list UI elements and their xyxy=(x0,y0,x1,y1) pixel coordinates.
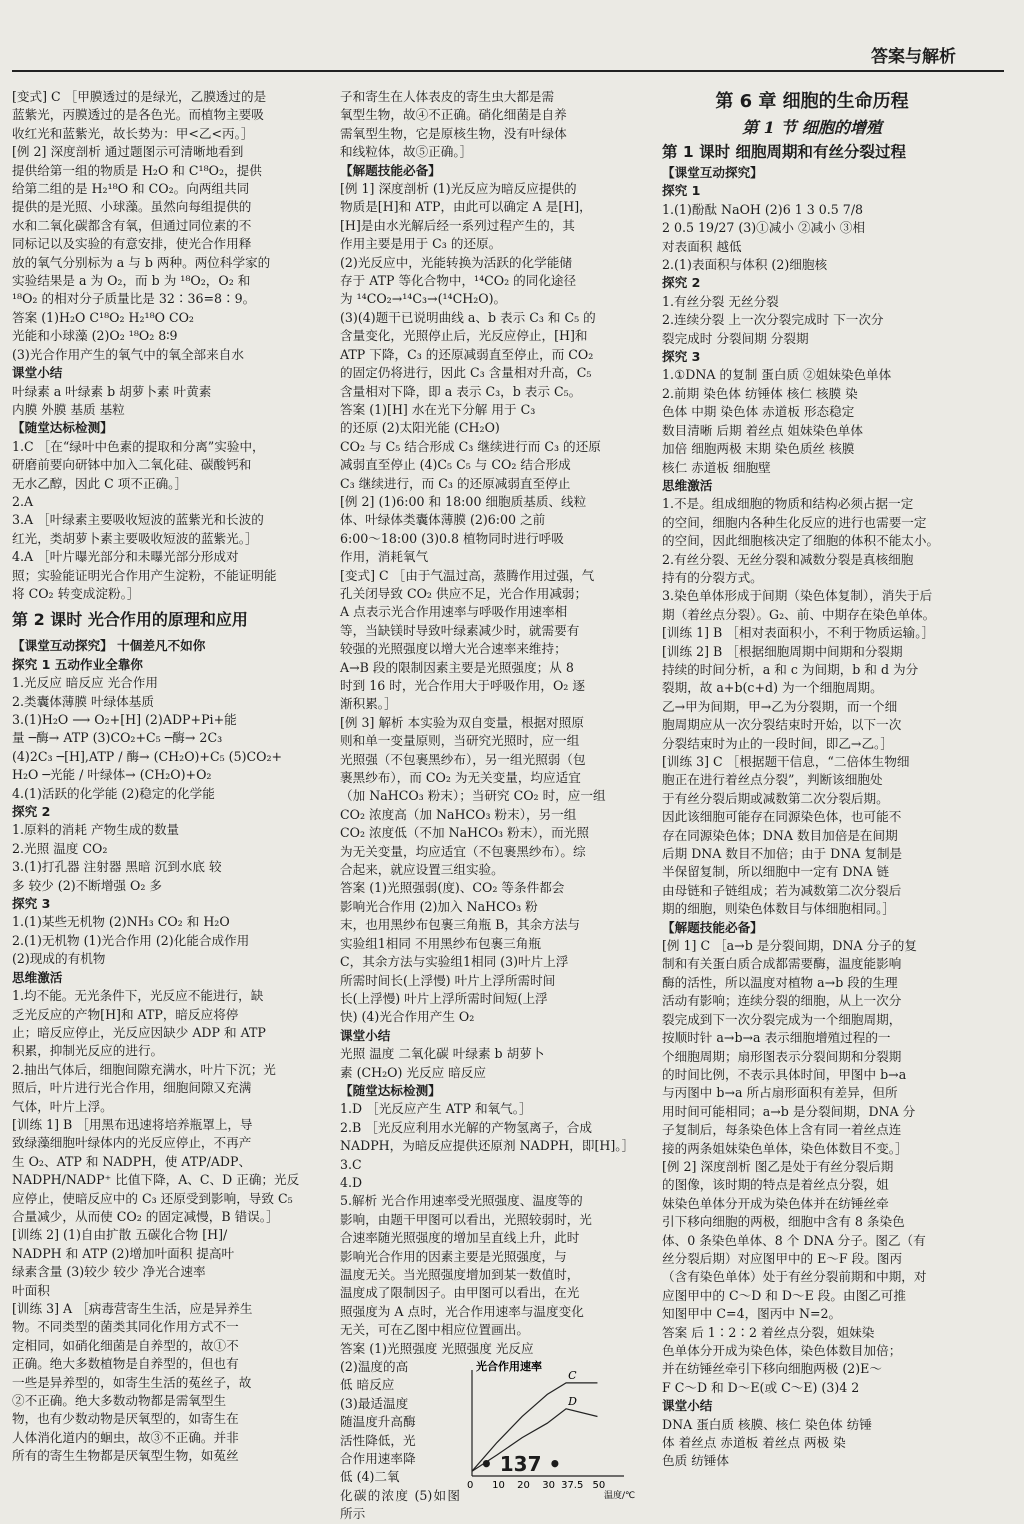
col2-line: 答案 (1)光照强弱(度)、CO₂ 等条件都会 xyxy=(340,880,565,896)
col2-line: 则和单一变量原则，当研究光照时，应一组 xyxy=(340,733,580,749)
col3.lines-line: 用时间可能相同；a→b 是分裂间期，DNA 分 xyxy=(662,1103,916,1119)
col3.lines-line: [训练 2] B ［根据细胞周期中间期和分裂期 xyxy=(662,643,903,659)
col2-line: 光照强（不包裹黑纱布），另一组光照弱（包 xyxy=(340,751,586,767)
col3.lines-line: 妹染色单体分开成为染色体并在纺锤丝牵 xyxy=(662,1195,889,1211)
col1-line: 合量减少，从而使 CO₂ 的固定减慢，B 错误。］ xyxy=(12,1208,279,1224)
col3.lines-line: 于有丝分裂后期或减数第二次分裂后期。 xyxy=(662,790,889,806)
col1-line: 乏光反应的产物[H]和 ATP，暗反应将停 xyxy=(12,1006,239,1022)
col1-line: 积累，抑制光反应的进行。 xyxy=(12,1043,164,1059)
section-title: 第 1 节 细胞的增殖 xyxy=(742,118,882,137)
col2-line: 时到 16 时，光合作用大于呼吸作用，O₂ 逐 xyxy=(340,678,585,693)
col1-line: NADPH/NADP⁺ 比值下降，A、C、D 正确；光反 xyxy=(12,1172,300,1188)
col3.lines-line: 的时间比例，不表示具体时间，甲图中 b→a xyxy=(662,1066,907,1082)
col3.lines-line: 【解题技能必备】 xyxy=(662,919,763,935)
col3.lines-line: 2 0.5 19/27 (3)①减小 ②减小 ③相 xyxy=(662,220,865,236)
col1-line: 思维激活 xyxy=(12,969,63,985)
col2-line: 课堂小结 xyxy=(340,1027,391,1043)
col2-line: 影响光合作用的因素主要是光照强度，与 xyxy=(340,1248,567,1264)
col3.lines-line: 因此该细胞可能存在同源染色体，也可能不 xyxy=(662,809,902,825)
x-tick-label: 10 xyxy=(492,1480,505,1492)
graph-side-line: 活性降低，光 xyxy=(340,1432,416,1448)
col2-line: 存于 ATP 等化合物中，¹⁴CO₂ 的同化途径 xyxy=(340,273,577,289)
series-label-D: D xyxy=(568,1394,577,1408)
col3.lines-line: 乙→甲为间期，甲→乙为分裂期，而一个细 xyxy=(662,698,898,714)
col2-line: 素 (CH₂O) 光反应 暗反应 xyxy=(340,1064,486,1080)
col2-line: 快) (4)光合作用产生 O₂ xyxy=(340,1009,475,1025)
graph-side-line: (2)温度的高 xyxy=(340,1359,409,1375)
col1-line: 课堂小结 xyxy=(12,365,63,381)
col1-line: 水和二氧化碳都含有氧，但通过同位素的不 xyxy=(12,217,252,233)
col2-line: 所需时间长(上浮慢) 叶片上浮所需时间 xyxy=(340,972,556,988)
col1-line: 蓝紫光，丙膜透过的是各色光。而植物主要吸 xyxy=(12,107,264,123)
col1-line: ②不正确。绝大多数动物都是需氧型生 xyxy=(12,1393,227,1409)
col3.lines-line: 思维激活 xyxy=(662,477,713,493)
col3.lines-line: 1.(1)酚酞 NaOH (2)6 1 3 0.5 7/8 xyxy=(662,201,864,217)
series-label-C: C xyxy=(568,1368,577,1382)
lesson-title: 第 1 课时 细胞周期和有丝分裂过程 xyxy=(662,143,906,161)
col3.lines-line: 期（着丝点分裂）。G₂、前、中期存在染色单体。 xyxy=(662,606,936,622)
col1-line: 气体，叶片上浮。 xyxy=(12,1098,113,1114)
col3.lines-line: 加倍 细胞两极 末期 染色质丝 核膜 xyxy=(662,441,855,457)
col2-line: 需氧型生物，它是原核生物，没有叶绿体 xyxy=(340,125,567,141)
col1-line: 收红光和蓝紫光，故长势为：甲<乙<丙。］ xyxy=(12,125,254,141)
col3.lines-line: 2.(1)表面积与体积 (2)细胞核 xyxy=(662,257,828,273)
graph-side-line: 低 (4)二氧 xyxy=(340,1469,400,1485)
col2-line: 答案 (1)光照强度 光照强度 光反应 xyxy=(340,1340,534,1356)
col1-line: 叶面积 xyxy=(12,1282,50,1298)
col3.lines-line: （含有染色单体）处于有丝分裂前期和中期，对 xyxy=(662,1269,927,1285)
col3.lines-line: 数目清晰 后期 着丝点 姐妹染色单体 xyxy=(662,422,863,438)
col3.lines-line: 探究 3 xyxy=(662,349,701,365)
col3.lines-line: 1.不是。组成细胞的物质和结构必须占据一定 xyxy=(662,496,914,512)
col3.lines-line: 接的两条姐妹染色单体，染色体数目不变。］ xyxy=(662,1140,908,1156)
col2-line: 末，也用黑纱布包裹三角瓶 B，其余方法与 xyxy=(340,917,580,933)
col3.lines-line: 裂完成到下一次分裂完成为一个细胞周期， xyxy=(662,1011,902,1027)
col1-line: 【随堂达标检测】 xyxy=(12,420,113,436)
col3.lines-line: 体、0 条染色单体、8 个 DNA 分子。图乙（有 xyxy=(662,1232,926,1248)
col1-line: 绿素含量 (3)较少 较少 净光合速率 xyxy=(12,1264,206,1280)
col3.lines-line: 期的细胞，则染色体数目与体细胞相同。］ xyxy=(662,901,895,917)
col2-line: 含量变化，光照停止后，光反应停止，[H]和 xyxy=(340,328,588,344)
column-left xyxy=(12,88,330,1464)
page-header xyxy=(0,6,1024,70)
col2-line: 照强度为 A 点时，光合作用速率与温度变化 xyxy=(340,1303,584,1319)
col1-line: H₂O ─光能 / 叶绿体→ (CH₂O)+O₂ xyxy=(12,767,212,783)
col3.lines-line: 活动有影响；连续分裂的细胞，从上一次分 xyxy=(662,993,902,1009)
chapter-title: 第 6 章 细胞的生命历程 xyxy=(715,91,909,112)
col1-line: [变式] C ［甲膜透过的是绿光，乙膜透过的是 xyxy=(12,89,267,104)
col1-line: 致绿藻细胞叶绿体内的光反应停止，不再产 xyxy=(12,1135,252,1151)
col1-line: 红光，类胡萝卜素主要吸收短波的蓝紫光。］ xyxy=(12,530,258,546)
col1-line: (3)光合作用产生的氧气中的氧全部来自水 xyxy=(12,346,244,362)
col1-line: 研磨前要向研钵中加入二氧化硅、碳酸钙和 xyxy=(12,457,252,473)
col1-line: 所有的寄生生物都是厌氧型生物，如菟丝 xyxy=(12,1448,239,1464)
col3.lines-line: 个细胞周期；扇形图表示分裂间期和分裂期 xyxy=(662,1048,902,1064)
col2-line: 【解题技能必备】 xyxy=(340,162,441,178)
col2-line: 渐积累。］ xyxy=(340,696,397,712)
col2-line: 3.C xyxy=(340,1156,362,1172)
col1-line: 2.(1)无机物 (1)光合作用 (2)化能合成作用 xyxy=(12,932,250,948)
header-title: 答案与解析 xyxy=(871,47,956,67)
col3.lines-line: 并在纺锤丝牵引下移向细胞两极 (2)E～ xyxy=(662,1361,882,1377)
col1-line: (2)现成的有机物 xyxy=(12,951,106,967)
col3.lines-line: 制和有关蛋白质合成都需要酶，温度能影响 xyxy=(662,956,902,972)
col1-line: 实验结果是 a 为 O₂，而 b 为 ¹⁸O₂，O₂ 和 xyxy=(12,273,251,289)
col2-line: 体、叶绿体类囊体薄膜 (2)6:00 之前 xyxy=(340,512,546,528)
col1-line: 4.(1)活跃的化学能 (2)稳定的化学能 xyxy=(12,785,215,801)
col2-line: 含量相对下降，即 a 表示 C₃，b 表示 C₅。 xyxy=(340,383,582,399)
col3.lines-line: [例 1] C ［a→b 是分裂间期，DNA 分子的复 xyxy=(662,938,917,954)
col3.lines-line: 胞正在进行着丝点分裂”，判断该细胞处 xyxy=(662,772,883,788)
col1-line: 提供的是光照、小球藻。虽然向每组提供的 xyxy=(12,199,252,215)
col2-line: 影响光合作用 (2)加入 NaHCO₃ 粉 xyxy=(340,898,538,914)
col2-line: 5.解析 光合作用速率受光照强度、温度等的 xyxy=(340,1193,583,1209)
col2-line: 合速率随光照强度的增加呈直线上升，此时 xyxy=(340,1230,580,1246)
col3.lines-line: 探究 2 xyxy=(662,275,701,291)
col1-line: 内膜 外膜 基质 基粒 xyxy=(12,401,125,417)
col3.lines-line: 与丙图中 b→a 所占扇形面积有差异，但所 xyxy=(662,1085,898,1101)
column-right xyxy=(662,88,962,1469)
graph-side-line: 合作用速率降 xyxy=(340,1451,416,1467)
col3.lines-line: 引下移向细胞的两极，细胞中含有 8 条染色 xyxy=(662,1214,905,1230)
col2-line: 4.D xyxy=(340,1174,363,1190)
col1-line: 照后，叶片进行光合作用，细胞间隙又充满 xyxy=(12,1080,252,1096)
graph-side-text xyxy=(340,1358,460,1524)
col2-line: 的还原 (2)太阳光能 (CH₂O) xyxy=(340,420,500,436)
col3.lines-line: 丝分裂后期）对应图甲中的 E～F 段。图丙 xyxy=(662,1250,903,1266)
col3.lines-line: 持有的分裂方式。 xyxy=(662,569,763,585)
x-tick-label: 20 xyxy=(517,1480,530,1492)
graph-side-line: 随温度升高酶 xyxy=(340,1414,416,1430)
col1-line: 探究 2 xyxy=(12,804,51,820)
col2-line: 和线粒体，故⑤正确。］ xyxy=(340,144,473,160)
col1-line: 4.A ［叶片曝光部分和未曝光部分形成对 xyxy=(12,549,239,565)
col1-line: 定相同，如硝化细菌是自养型的，故①不 xyxy=(12,1337,239,1353)
col3.lines-line: 裂完成时 分裂间期 分裂期 xyxy=(662,330,809,346)
col1-line: 探究 1 五动作业全靠你 xyxy=(12,656,143,672)
col2-line: (2)光反应中，光能转换为活跃的化学能储 xyxy=(340,254,572,270)
col2-line: A→B 段的限制因素主要是光照强度；从 8 xyxy=(340,659,574,675)
col3.lines-line: [训练 3] C ［根据题干信息，“二倍体生物细 xyxy=(662,754,910,769)
col3.lines-line: 核仁 赤道板 细胞壁 xyxy=(662,459,771,475)
col3.lines-line: 2.有丝分裂、无丝分裂和减数分裂是真核细胞 xyxy=(662,551,914,567)
col2-line: ATP 下降，C₃ 的还原减弱直至停止，而 CO₂ xyxy=(340,346,594,362)
col1-line: 人体消化道内的蛔虫，故③不正确。并非 xyxy=(12,1429,239,1445)
col2-line: 孔关闭导致 CO₂ 供应不足，光合作用减弱； xyxy=(340,585,588,601)
col2-line: 为 ¹⁴CO₂→¹⁴C₃→(¹⁴CH₂O)。 xyxy=(340,291,507,307)
col3.lines-line: 应图甲中的 C～D 和 D～E 段。由图乙可推 xyxy=(662,1287,906,1303)
col1-line: 放的氧气分别标为 a 与 b 两种。两位科学家的 xyxy=(12,254,271,270)
col2-line: 无关，可在乙图中相应位置画出。 xyxy=(340,1322,529,1338)
col3.lines-line: 色单体分开成为染色体，染色体数目加倍； xyxy=(662,1343,902,1358)
col1-line: [训练 1] B ［用黑布迅速将培养瓶罩上，导 xyxy=(12,1116,253,1132)
col2-line: C，其余方法与实验组1相同 (3)叶片上浮 xyxy=(340,954,569,970)
col2-line: 子和寄生在人体表皮的寄生虫大都是需 xyxy=(340,89,555,104)
col3.lines-line: 探究 1 xyxy=(662,183,701,199)
col2-line: [例 3] 解析 本实验为双自变量，根据对照原 xyxy=(340,714,584,730)
col1-line: 一些是异养型的，如寄生生活的菟丝子，故 xyxy=(12,1374,252,1390)
col2-line: A 点表示光合作用速率与呼吸作用速率相 xyxy=(340,604,568,620)
col3.lines-line: 色体 中期 染色体 赤道板 形态稳定 xyxy=(662,404,855,420)
col3.lines-line: [训练 1] B ［相对表面积小，不利于物质运输。］ xyxy=(662,625,935,641)
col1-line: (4)2C₃ ─[H],ATP / 酶→ (CH₂O)+C₅ (5)CO₂+ xyxy=(12,748,283,764)
col2-line: CO₂ 浓度高（加 NaHCO₃ 粉末），另一组 xyxy=(340,806,577,822)
col1-line: 2.A xyxy=(12,493,34,509)
x-tick-label: 30 xyxy=(542,1480,556,1492)
col2-line: 作用，消耗氧气 xyxy=(340,549,429,565)
col2-line: CO₂ 浓度低（不加 NaHCO₃ 粉末），而光照 xyxy=(340,825,589,841)
col1-line: 1.原料的消耗 产物生成的数量 xyxy=(12,822,180,838)
col1-line: 2.光照 温度 CO₂ xyxy=(12,840,108,856)
col2-line: (3)(4)题干已说明曲线 a、b 表示 C₃ 和 C₅ 的 xyxy=(340,309,596,325)
col2-line: CO₂ 与 C₅ 结合形成 C₃ 继续进行而 C₃ 的还原 xyxy=(340,438,601,454)
col1-line: 物，也有少数动物是厌氧型的，如寄生在 xyxy=(12,1411,239,1427)
x-tick-label: 37.5 xyxy=(561,1480,584,1492)
col1-line: [训练 3] A ［病毒营寄生生活，应是异养生 xyxy=(12,1301,253,1316)
col3.lines-line: 的空间，因此细胞核决定了细胞的体积不能太小。 xyxy=(662,533,940,549)
col3.lines-line: 【课堂互动探究】 xyxy=(662,165,763,180)
col2-line: 等，当缺镁时导致叶绿素减少时，就需要有 xyxy=(340,622,580,638)
col3.lines-line: 答案 后 1∶2∶2 着丝点分裂，姐妹染 xyxy=(662,1324,875,1340)
col2-line: 为无关变量，均应适宜（不包裹黑纱布）。综 xyxy=(340,843,586,859)
col1-line: 量 ─酶→ ATP (3)CO₂+C₅ ─酶→ 2C₃ xyxy=(12,730,223,746)
col1-line: ¹⁸O₂ 的相对分子质量比是 32∶36=8∶9。 xyxy=(12,291,256,307)
col3.lines-line: 胞周期应从一次分裂结束时开始，以下一次 xyxy=(662,717,902,733)
col1-line: 物。不同类型的菌类其同化作用方式不一 xyxy=(12,1319,239,1335)
col2-line: 1.D ［光反应产生 ATP 和氧气。］ xyxy=(340,1101,532,1117)
col3.lines-line: [例 2] 深度剖析 图乙是处于有丝分裂后期 xyxy=(662,1158,894,1174)
col3.lines-line: 后期 DNA 数目不加倍；由于 DNA 复制是 xyxy=(662,846,903,862)
col3.lines-line: 对表面积 越低 xyxy=(662,238,742,254)
col3.lines-line: 的图像，该时期的特点是着丝点分裂，姐 xyxy=(662,1177,889,1193)
col2-line: 的固定仍将进行，因此 C₃ 含量相对升高，C₅ xyxy=(340,365,592,381)
col1-line: 探究 3 xyxy=(12,896,51,912)
page-number: • 137 • xyxy=(480,1452,562,1476)
col2-line: 光照 温度 二氧化碳 叶绿素 b 胡萝卜 xyxy=(340,1046,545,1062)
col2-line: 物质是[H]和 ATP，由此可以确定 A 是[H]， xyxy=(340,199,592,215)
col3.lines-line: 2.连续分裂 上一次分裂完成时 下一次分 xyxy=(662,312,884,328)
col1-line: 【课堂互动探究】 十個差凡不如你 xyxy=(12,638,206,654)
col3.lines-line: 1.有丝分裂 无丝分裂 xyxy=(662,293,779,309)
col3.lines-line: F C～D 和 D～E(或 C～E) (3)4 2 xyxy=(662,1379,860,1395)
col3.lines-line: 2.前期 染色体 纺锤体 核仁 核膜 染 xyxy=(662,385,858,401)
col1-line: [训练 2] (1)自由扩散 五碳化合物 [H]/ xyxy=(12,1227,228,1243)
column-middle-lines xyxy=(340,88,652,1358)
col2-line: 6:00～18:00 (3)0.8 植物同时进行呼吸 xyxy=(340,530,564,546)
col2-line: [例 2] (1)6:00 和 18:00 细胞质基质、线粒 xyxy=(340,493,587,509)
col1-line: 给第二组的是 H₂¹⁸O 和 CO₂。向两组共同 xyxy=(12,181,250,197)
col3.lines-line: DNA 蛋白质 核膜、核仁 染色体 纺锤 xyxy=(662,1416,872,1432)
col2-line: 氧型生物，故④不正确。硝化细菌是自养 xyxy=(340,107,567,123)
graph-side-line: 化碳的浓度 (5)如图所示 xyxy=(340,1487,460,1522)
col2-line: 合起来，就应设置三组实验。 xyxy=(340,862,504,878)
col2-line: 答案 (1)[H] 水在光下分解 用于 C₃ xyxy=(340,401,536,417)
col3.lines-line: 课堂小结 xyxy=(662,1398,713,1414)
col2-line: 作用主要是用于 C₃ 的还原。 xyxy=(340,236,502,252)
col3.lines-line: 存在同源染色体；DNA 数目加倍是在间期 xyxy=(662,827,898,843)
col2-line: 温度无关。当光照强度增加到某一数值时， xyxy=(340,1267,580,1282)
col1-line: NADPH 和 ATP (2)增加叶面积 提高叶 xyxy=(12,1245,235,1261)
col3.lines-line: 持续的时间分析，a 和 c 为间期，b 和 d 为分 xyxy=(662,661,919,677)
chart-title: 光合作用速率 xyxy=(476,1360,542,1374)
col3.lines-line: 3.染色单体形成于间期（染色体复制），消失于后 xyxy=(662,588,933,604)
col1-line: 叶绿素 a 叶绿素 b 胡萝卜素 叶黄素 xyxy=(12,383,212,399)
col1-line: 应停止，使暗反应中的 C₃ 还原受到影响，导致 C₅ xyxy=(12,1190,293,1206)
col1-line: 多 较少 (2)不断增强 O₂ 多 xyxy=(12,877,162,893)
col1-line: 1.(1)某些无机物 (2)NH₃ CO₂ 和 H₂O xyxy=(12,914,230,930)
photosynthesis-rate-chart xyxy=(460,1358,640,1502)
col1-line: 同标记以及实验的有意安排，使光合作用释 xyxy=(12,236,252,252)
col1-line: 止；暗反应停止，光反应因缺少 ADP 和 ATP xyxy=(12,1024,266,1040)
col2-line: C₃ 继续进行，而 C₃ 的还原减弱直至停止 xyxy=(340,475,571,491)
answer-with-graph xyxy=(340,1358,652,1522)
col3.lines-line: 体 着丝点 赤道板 着丝点 两极 染 xyxy=(662,1435,846,1451)
col1-line: 2.抽出气体后，细胞间隙充满水，叶片下沉；光 xyxy=(12,1061,276,1077)
col3.lines-line: 酶的活性，所以温度对植物 a→b 段的生理 xyxy=(662,974,898,990)
col1-line: 正确。绝大多数植物是自养型的，但也有 xyxy=(12,1356,239,1372)
col2-line: 长(上浮慢) 叶片上浮所需时间短(上浮 xyxy=(340,990,548,1006)
col1-line: 1.C ［在“绿叶中色素的提取和分离”实验中， xyxy=(12,438,265,454)
col1-line: 照；实验能证明光合作用产生淀粉，不能证明能 xyxy=(12,567,277,583)
col1-line: 提供给第一组的物质是 H₂O 和 C¹⁸O₂，提供 xyxy=(12,162,262,178)
col3.lines-line: 1.①DNA 的复制 蛋白质 ②姐妹染色单体 xyxy=(662,367,892,383)
graph-side-line: 低 暗反应 xyxy=(340,1377,395,1393)
col1-line: 1.光反应 暗反应 光合作用 xyxy=(12,675,158,691)
col2-line: 【随堂达标检测】 xyxy=(340,1082,441,1098)
col1-line: 将 CO₂ 转变成淀粉。］ xyxy=(12,585,140,601)
col2-line: 影响，由题干甲图可以看出，光照较弱时，光 xyxy=(340,1211,592,1227)
col2-line: 裹黑纱布），而 CO₂ 为无关变量，均应适宜 xyxy=(340,770,581,786)
col3.lines-line: 按顺时针 a→b→a 表示细胞增殖过程的一 xyxy=(662,1030,891,1046)
col1-line: 生 O₂、ATP 和 NADPH，使 ATP/ADP、 xyxy=(12,1153,252,1169)
col1-line: 2.类囊体薄膜 叶绿体基质 xyxy=(12,693,154,709)
col3.lines-line: 子复制后，每条染色体上含有同一着丝点连 xyxy=(662,1122,902,1138)
graph-side-line: (3)最适温度 xyxy=(340,1395,409,1411)
col1-line: 3.(1)H₂O ⟶ O₂+[H] (2)ADP+Pi+能 xyxy=(12,712,237,727)
x-tick-label: 0 xyxy=(467,1480,474,1492)
col2-line: [H]是由水光解后经一系列过程产生的，其 xyxy=(340,217,575,233)
col3.lines-line: 知图甲中 C=4，图丙中 N=2。 xyxy=(662,1306,842,1322)
col1-line: 答案 (1)H₂O C¹⁸O₂ H₂¹⁸O CO₂ xyxy=(12,309,194,325)
col3.lines-line: 由母链和子链组成；若为减数第二次分裂后 xyxy=(662,882,902,898)
col1-line: [例 2] 深度剖析 通过题图示可清晰地看到 xyxy=(12,144,244,160)
col2-line: 温度成了限制因子。由甲图可以看出，在光 xyxy=(340,1285,580,1301)
col1-line: 3.(1)打孔器 注射器 黑暗 沉到水底 较 xyxy=(12,859,222,875)
col2-line: 2.B ［光反应利用水光解的产物氢离子，合成 xyxy=(340,1119,592,1135)
col1-line: 第 2 课时 光合作用的原理和应用 xyxy=(12,610,248,630)
col2-line: （加 NaHCO₃ 粉末）；当研究 CO₂ 时，应一组 xyxy=(340,788,606,804)
col3.lines-line: 色质 纺锤体 xyxy=(662,1453,729,1469)
col3.lines-line: 的空间，细胞内各种生化反应的进行也需要一定 xyxy=(662,514,927,530)
col2-line: 实验组1相同 不用黑纱布包裹三角瓶 xyxy=(340,935,541,951)
col1-line: 光能和小球藻 (2)O₂ ¹⁸O₂ 8∶9 xyxy=(12,328,178,344)
col1-line: 1.均不能。无光条件下，光反应不能进行，缺 xyxy=(12,988,264,1004)
col2-line: [变式] C ［由于气温过高，蒸腾作用过强，气 xyxy=(340,567,595,583)
x-tick-label: 50 xyxy=(592,1480,606,1492)
column-right-lines xyxy=(662,164,962,1471)
col2-line: NADPH，为暗反应提供还原剂 NADPH，即[H]。］ xyxy=(340,1138,635,1154)
col3.lines-line: 裂期，故 a+b(c+d) 为一个细胞周期。 xyxy=(662,680,883,696)
col3.lines-line: 半保留复制，所以细胞中一定有 DNA 链 xyxy=(662,864,890,880)
col2-line: 较强的光照强度以增大光合速率来维持； xyxy=(340,641,567,657)
col2-line: [例 1] 深度剖析 (1)光反应为暗反应提供的 xyxy=(340,181,577,197)
col2-line: 减弱直至停止 (4)C₅ C₅ 与 CO₂ 结合形成 xyxy=(340,457,571,473)
col1-line: 无水乙醇，因此 C 项不正确。］ xyxy=(12,475,188,491)
col3.lines-line: 分裂结束时为止的一段时间，即乙→乙。］ xyxy=(662,735,893,751)
col1-line: 3.A ［叶绿素主要吸收短波的蓝紫光和长波的 xyxy=(12,512,264,528)
header-rule xyxy=(12,70,1004,72)
x-axis-label: 温度/℃ xyxy=(604,1491,636,1502)
